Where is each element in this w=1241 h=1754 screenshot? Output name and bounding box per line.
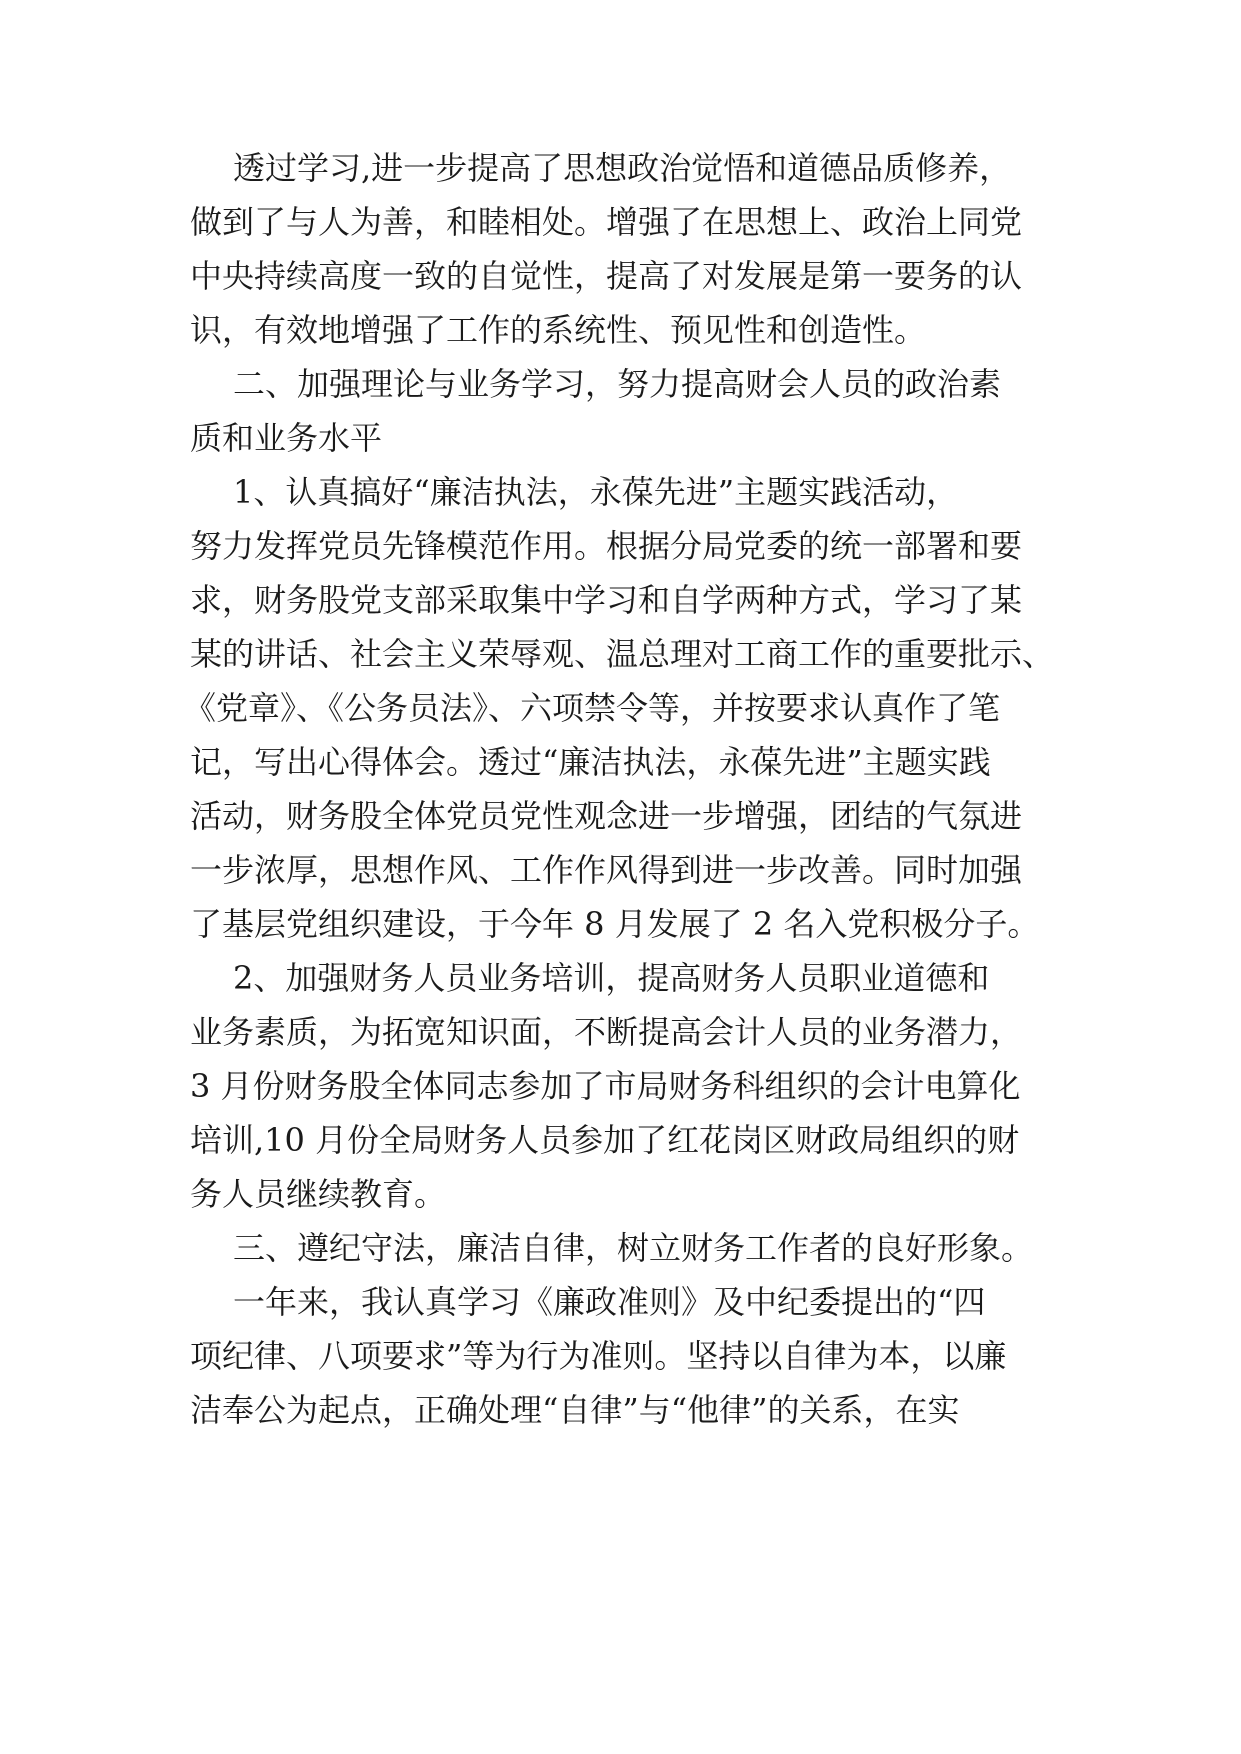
text-line: 一步浓厚，思想作风、工作作风得到进一步改善。同时加强 — [190, 851, 1023, 889]
text-line: 求，财务股党支部采取集中学习和自学两种方式，学习了某 — [190, 581, 1023, 619]
text-line: 《党章》、《公务员法》、六项禁令等，并按要求认真作了笔 — [184, 689, 1001, 727]
text-line: 记，写出心得体会。透过“廉洁执法，永葆先进”主题实践 — [190, 743, 991, 781]
text-line: 培训,10 月份全局财务人员参加了红花岗区财政局组织的财 — [190, 1121, 1020, 1159]
text-line: 了基层党组织建设，于今年 8 月发展了 2 名入党积极分子。 — [190, 905, 1040, 943]
text-line: 识，有效地增强了工作的系统性、预见性和创造性。 — [190, 311, 927, 349]
text-line: 做到了与人为善，和睦相处。增强了在思想上、政治上同党 — [190, 203, 1023, 241]
text-line: 活动，财务股全体党员党性观念进一步增强，团结的气氛进 — [190, 797, 1023, 835]
section-heading: 三、遵纪守法，廉洁自律，树立财务工作者的良好形象。 — [233, 1229, 1034, 1267]
section-heading: 质和业务水平 — [190, 419, 383, 457]
text-line: 3 月份财务股全体同志参加了市局财务科组织的会计电算化 — [190, 1067, 1021, 1105]
text-line: 洁奉公为起点，正确处理“自律”与“他律”的关系，在实 — [190, 1391, 960, 1429]
text-line: 1、认真搞好“廉洁执法，永葆先进”主题实践活动， — [233, 473, 959, 511]
text-line: 努力发挥党员先锋模范作用。根据分局党委的统一部署和要 — [190, 527, 1023, 565]
text-line: 业务素质，为拓宽知识面，不断提高会计人员的业务潜力， — [190, 1013, 1023, 1051]
text-line: 透过学习,进一步提高了思想政治觉悟和道德品质修养， — [233, 149, 1012, 187]
text-line: 中央持续高度一致的自觉性，提高了对发展是第一要务的认 — [190, 257, 1023, 295]
text-line: 2、加强财务人员业务培训，提高财务人员职业道德和 — [233, 959, 990, 997]
text-line: 一年来，我认真学习《廉政准则》及中纪委提出的“四 — [233, 1283, 986, 1321]
text-line: 项纪律、八项要求”等为行为准则。坚持以自律为本，以廉 — [190, 1337, 1007, 1375]
text-line: 务人员继续教育。 — [190, 1175, 447, 1213]
text-line: 某的讲话、社会主义荣辱观、温总理对工商工作的重要批示、 — [190, 635, 1055, 673]
section-heading: 二、加强理论与业务学习，努力提高财会人员的政治素 — [233, 365, 1002, 403]
